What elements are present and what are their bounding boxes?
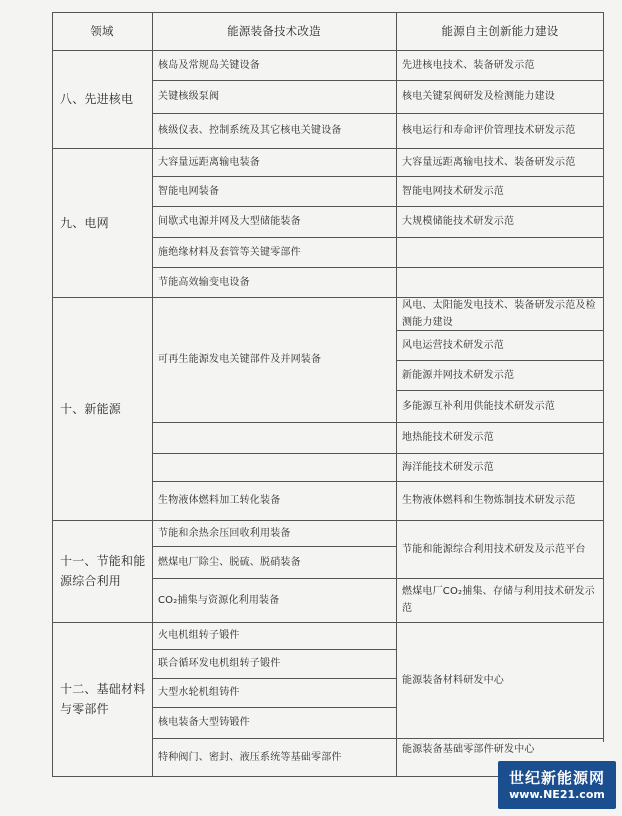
equipment-item: 核级仪表、控制系统及其它核电关键设备 [158,125,342,136]
innovation-item: 地热能技术研发示范 [402,432,494,443]
innovation-item: 先进核电技术、装备研发示范 [402,59,535,71]
equipment-item: CO₂捕集与资源化利用装备 [158,594,280,606]
innovation-item: 能源装备材料研发中心 [402,674,504,686]
equipment-item: 可再生能源发电关键部件及并网装备 [158,354,322,365]
innovation-item: 风电运营技术研发示范 [402,339,504,351]
equipment-item: 联合循环发电机组转子锻件 [158,658,281,669]
innovation-item: 新能源并网技术研发示范 [402,369,515,381]
domain-new-energy: 十、新能源 [60,401,122,416]
innovation-item: 能源装备基础零部件研发中心 [402,744,535,755]
innovation-item: 核电关键泵阀研发及检测能力建设 [402,91,555,102]
domain-grid: 九、电网 [60,215,109,230]
equipment-item: 大容量远距离输电装备 [158,156,260,168]
header-domain: 领域 [90,23,114,38]
innovation-item: 燃煤电厂CO₂捕集、存储与利用技术研发示范 [402,586,595,614]
domain-nuclear: 八、先进核电 [60,92,134,106]
watermark-title: 世纪新能源网 [508,769,605,787]
innovation-item: 核电运行和寿命评价管理技术研发示范 [402,125,576,136]
equipment-item: 特种阀门、密封、液压系统等基础零部件 [158,751,342,763]
innovation-item: 海洋能技术研发示范 [402,461,494,473]
innovation-item: 智能电网技术研发示范 [402,185,504,197]
equipment-item: 智能电网装备 [158,185,220,197]
equipment-item: 关键核级泵阀 [158,91,220,102]
innovation-item: 大容量远距离输电技术、装备研发示范 [402,156,576,168]
equipment-item: 施绝缘材料及套管等关键零部件 [158,246,301,258]
header-innovation: 能源自主创新能力建设 [441,23,559,38]
watermark-url: www.NE21.com [509,788,605,801]
equipment-item: 核电装备大型铸锻件 [158,717,250,728]
equipment-item: 间歇式电源并网及大型储能装备 [158,216,301,227]
innovation-item: 风电、太阳能发电技术、装备研发示范及检测能力建设 [402,299,596,328]
innovation-item: 生物液体燃料和生物炼制技术研发示范 [402,495,576,506]
innovation-item: 多能源互补利用供能技术研发示范 [402,400,555,412]
site-watermark [498,761,616,809]
equipment-item: 火电机组转子锻件 [158,630,240,641]
equipment-item: 节能和余热余压回收利用装备 [158,527,291,539]
equipment-item: 生物液体燃料加工转化装备 [158,495,281,506]
innovation-item: 大规模储能技术研发示范 [402,216,515,227]
equipment-item: 大型水轮机组铸件 [158,687,240,698]
domain-energy-saving: 十一、节能和能源综合利用 [60,554,146,588]
innovation-item: 节能和能源综合利用技术研发及示范平台 [402,543,586,555]
domain-basic-materials: 十二、基础材料与零部件 [60,682,146,716]
header-equipment: 能源装备技术改造 [227,23,321,38]
equipment-item: 节能高效输变电设备 [158,276,250,288]
equipment-item: 核岛及常规岛关键设备 [158,59,260,71]
equipment-item: 燃煤电厂除尘、脱硫、脱硝装备 [158,556,301,568]
